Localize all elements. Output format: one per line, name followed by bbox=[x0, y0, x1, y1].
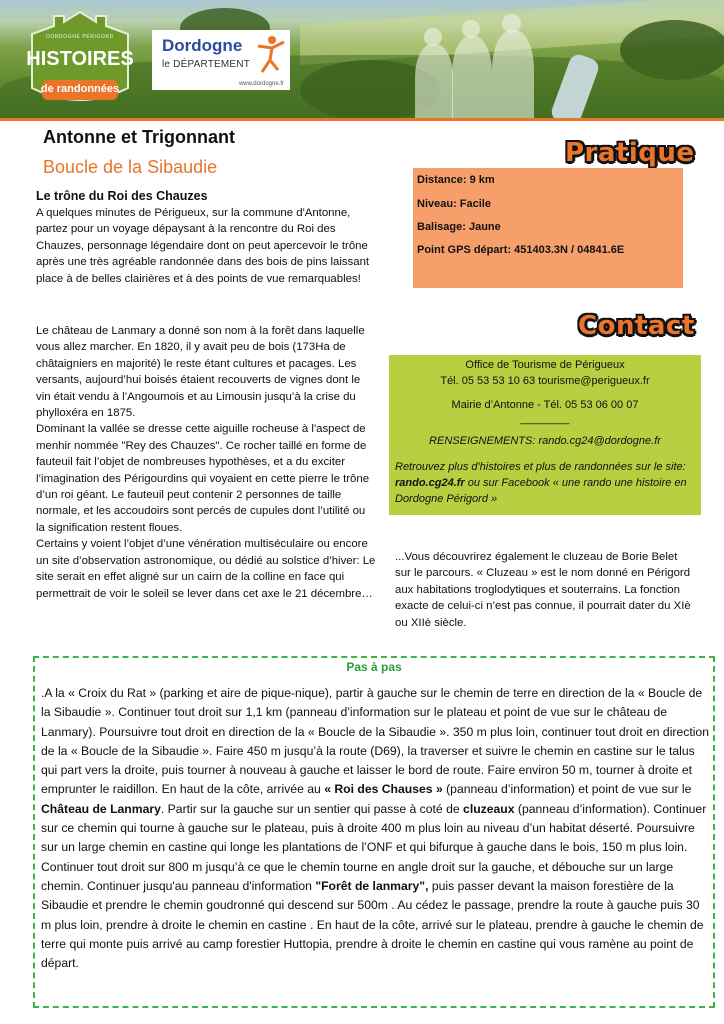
step-bold-1: « Roi des Chauses » bbox=[324, 782, 443, 797]
intro-heading: Le trône du Roi des Chauzes bbox=[36, 189, 208, 203]
history-paragraph-3: Certains y voient l’objet d’une vénération multiséculaire ou encore un site d’observation astronomique, ou dédié au solstice d’hiver: Le site serait en effet aligné sur un cairn de la colline en face qui permettrait de voir le soleil se lever dans cet axe le 21 décembre… bbox=[36, 538, 376, 600]
dordogne-departement-logo bbox=[152, 30, 290, 90]
step-text-4: (panneau d’information). Continuer sur ce chemin qui tourne à gauche sur le plateau, puis à droite 400 m plus loin au niveau d’un habitat déserté. Poursuivre sur un large chemin en castine qui longe les plantations de l’ONF et qui bifurque à gauche dans le bois, 150 m plus loin. Continuer tout droit sur 800 m jusqu’à ce que le chemin tourne en angle droit sur la gauche, et débouche sur un large chemin. Continuer jusqu'au panneau d'information bbox=[41, 801, 707, 893]
balisage-value: Balisage: Jaune bbox=[417, 221, 501, 233]
header-divider bbox=[0, 118, 724, 121]
extra-text-1: Retrouvez plus d'histoires et plus de randonnées sur le site: bbox=[395, 461, 686, 473]
step-text-5: puis passer devant la maison forestière de la Sibaudie et prendre le chemin goudronné qui descend sur 500m . Au cédez le passage, prendre la route à gauche puis 30 m plus loin, prendre à droite le chemin en castine . En haut de la côte, arrivé sur le plateau, prendre à gauche le chemin de terre qui monte puis arrivé au camp forestier Huttopia, prendre à droite le chemin en castine qui vous ramène au point de départ. bbox=[41, 878, 704, 971]
step-bold-3: cluzeaux bbox=[463, 801, 515, 816]
contact-separator: ________ bbox=[520, 413, 570, 425]
loop-subtitle: Boucle de la Sibaudie bbox=[43, 157, 218, 177]
histoires-badge-logo bbox=[24, 4, 136, 108]
history-text bbox=[36, 323, 376, 602]
contact-box bbox=[389, 355, 701, 515]
logo-url: www.dordogne.fr bbox=[238, 81, 284, 87]
office-contact[interactable]: Tél. 05 53 53 10 63 tourisme@perigueux.fr bbox=[440, 375, 650, 387]
step-bold-2: Château de Lanmary bbox=[41, 801, 161, 816]
rando-site-link[interactable]: rando.cg24.fr bbox=[395, 477, 465, 489]
pas-a-pas-title: Pas à pas bbox=[346, 660, 402, 674]
office-name: Office de Tourisme de Périgueux bbox=[465, 359, 625, 371]
badge-top-text: DORDOGNE PÉRIGORD bbox=[46, 34, 114, 40]
step-text-2: (panneau d’information) et point de vue sur le bbox=[442, 782, 692, 797]
intro-text: A quelques minutes de Périgueux, sur la commune d'Antonne, partez pour un voyage dépaysant à la rencontre du Roi des Chauzes, personnage légendaire dont on peut apercevoir le trône après une très agréable randonnée dans des bois de pins laissant place à de belles clairières et à des points de vue remarquables! bbox=[36, 207, 370, 285]
history-paragraph-1: Le château de Lanmary a donné son nom à la forêt dans laquelle vous allez marcher. En 1820, il y avait peu de bois (173Ha de châtaigniers en majorité) le reste étant cultures et pacages. Les versants, aujourd’hui boisés étaient recouverts de vignes dont le vin était vendu à l’Angoumois et au Limousin jusqu’à la crise du phylloxéra en 1875. bbox=[36, 325, 365, 420]
distance-value: Distance: 9 km bbox=[417, 174, 495, 186]
step-text-1: .A la « Croix du Rat » (parking et aire de pique-nique), partir à gauche sur le chemin de terre en direction de la « Boucle de la Sibaudie ». Continuer tout droit sur 1,1 km (panneau d’information sur le plateau et point de vue sur le château de Lanmary). Poursuivre tout droit en direction de la « Boucle de la Sibaudie ». 350 m plus loin, continuer tout droit en direction de la « Boucle de la Sibaudie ». Faire 450 m jusqu’à la route (D69), la traverser et suivre le chemin en castine sur le talus qui part vers la droite, puis tourner à nouveau à gauche et laisser le bord de route. Faire environ 50 m, tourner à droite et emprunter le raidillon. En haut de la côte, arrivée au bbox=[41, 686, 709, 797]
step-text-3: . Partir sur la gauche sur un sentier qui passe à coté de bbox=[160, 801, 464, 816]
gps-value: Point GPS départ: 451403.3N / 04841.6E bbox=[417, 244, 625, 256]
logo-subtitle: le DÉPARTEMENT bbox=[162, 59, 251, 70]
step-bold-4: "Forêt de lanmary", bbox=[315, 878, 432, 893]
history-paragraph-2: Dominant la vallée se dresse cette aiguille rocheuse à l'aspect de menhir nommée "Rey des Chauzes". Ce rocher taillé en forme de fauteuil fait l’objet de nombreuses hypothèses, et a du exciter l’imagination des Périgourdins qui voyaient en cette pierre le trône d’un roi géant. Le fauteuil peut contenir 2 personnes de taille normale, et les accoudoirs sont percés de cupules dont l’utilité ou la signification restent floues. bbox=[36, 423, 370, 534]
badge-line2: de randonnées bbox=[40, 83, 120, 95]
contact-title: Contact bbox=[578, 311, 695, 341]
extra-text-2: ou sur Facebook « une rando une histoire en Dordogne Périgord » bbox=[395, 477, 687, 505]
pas-a-pas-text bbox=[41, 684, 709, 973]
badge-line1: HISTOIRES bbox=[26, 48, 134, 70]
contact-extra-text bbox=[395, 459, 695, 507]
niveau-value: Niveau: Facile bbox=[417, 198, 491, 210]
page-title: Antonne et Trigonnant bbox=[43, 127, 235, 147]
pratique-box bbox=[413, 168, 683, 288]
renseignements-email[interactable]: RENSEIGNEMENTS: rando.cg24@dordogne.fr bbox=[429, 435, 661, 447]
cluzeau-text: ...Vous découvrirez également le cluzeau de Borie Belet sur le parcours. « Cluzeau » est le nom donné en Périgord aux habitations troglodytiques et souterrains. La fonction exacte de celui-ci n’est pas connue, il pourrait dater du XIè ou XIIè siècle. bbox=[395, 551, 691, 629]
dancer-figure-icon bbox=[254, 34, 286, 74]
logo-name: Dordogne bbox=[162, 36, 243, 55]
pas-a-pas-box bbox=[33, 656, 715, 1008]
pratique-title: Pratique bbox=[565, 138, 695, 168]
mairie-contact[interactable]: Mairie d’Antonne - Tél. 05 53 06 00 07 bbox=[451, 399, 639, 411]
